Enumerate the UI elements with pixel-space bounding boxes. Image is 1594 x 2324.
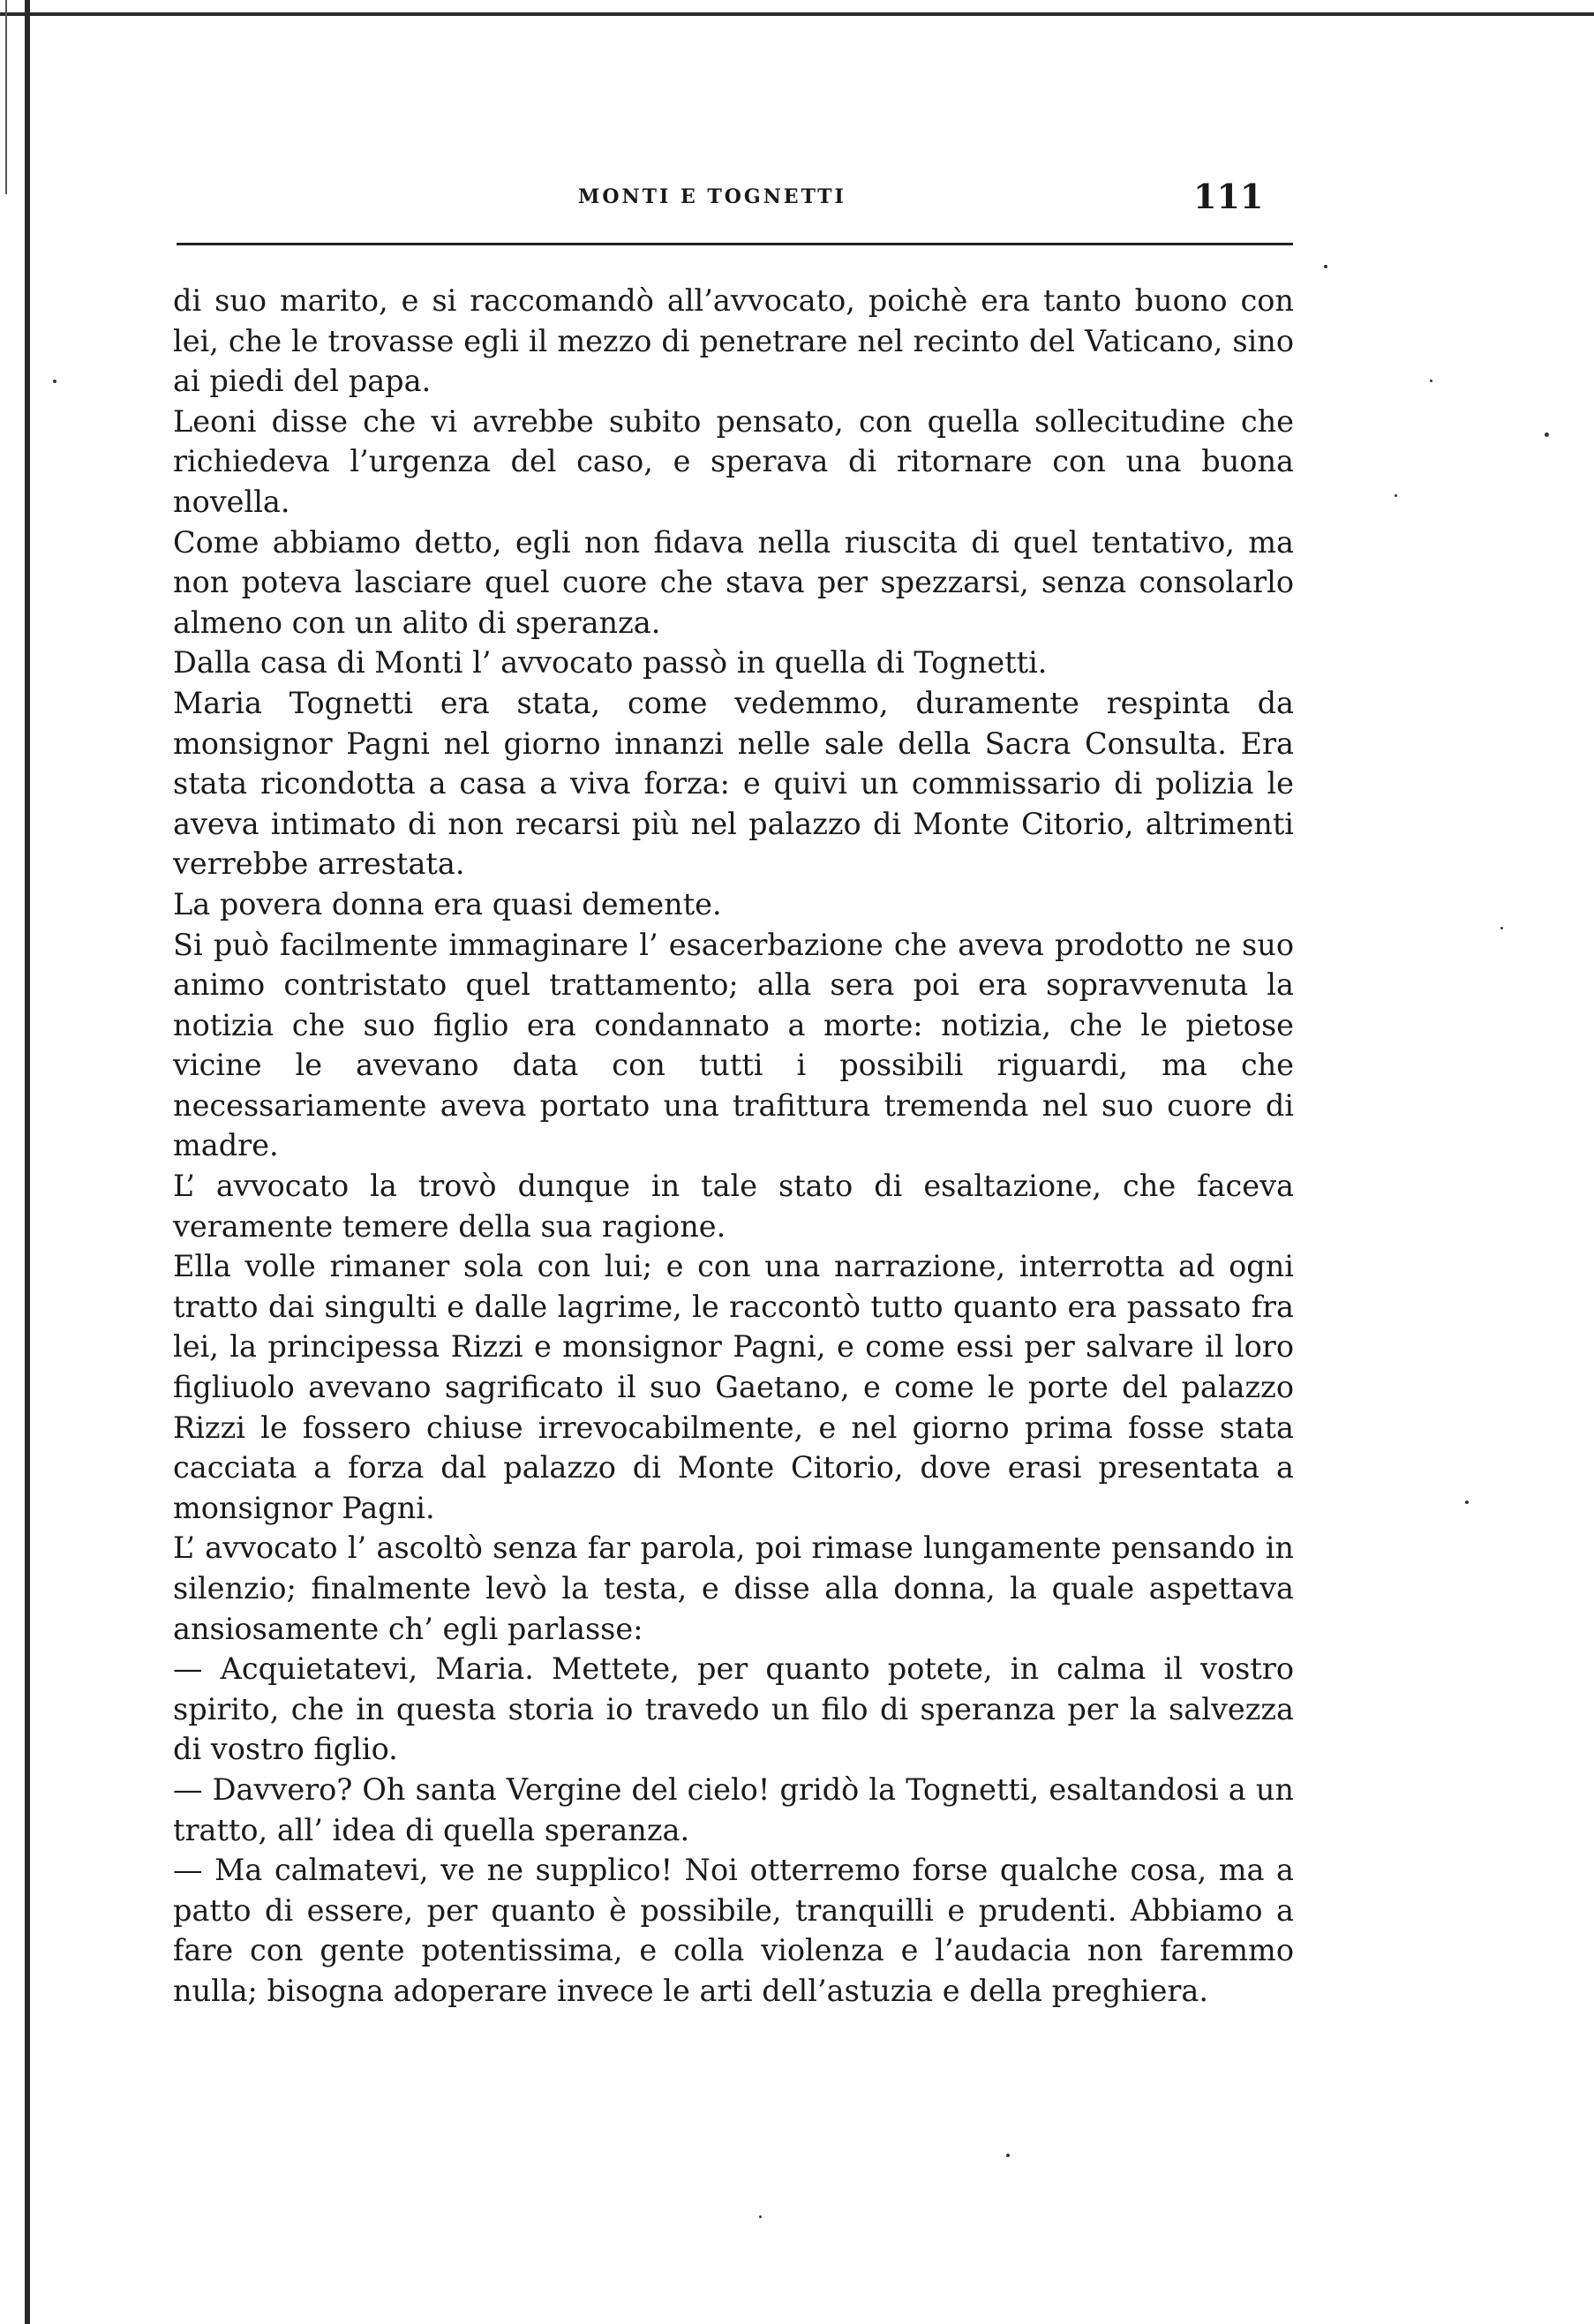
scan-speck	[1545, 432, 1549, 437]
page-header	[0, 177, 1594, 221]
scan-speck	[1465, 1500, 1469, 1504]
paragraph: Dalla casa di Monti l’ avvocato passò in quella di Tognetti.	[173, 645, 1048, 681]
paragraph: — Acquietatevi, Maria. Mettete, per quanto potete, in calma il vostro spirito, che in questa storia io travedo un filo di speranza per la salvezza di vostro figlio.	[173, 1651, 1294, 1767]
scan-left-border	[25, 0, 30, 2324]
paragraph: Ella volle rimaner sola con lui; e con una narrazione, interrotta ad ogni tratto dai singulti e dalle lagrime, le raccontò tutto quanto era passato fra lei, la principessa Rizzi e monsignor Pagni, e come essi per salvare il loro figliuolo avevano sagrificato il suo Gaetano, e come le porte del palazzo Rizzi le fossero chiuse irrevocabilmente, e nel giorno prima fosse stata cacciata a forza dal palazzo di Monte Citorio, dove erasi presentata a monsignor Pagni.	[173, 1249, 1294, 1525]
paragraph: — Ma calmatevi, ve ne supplico! Noi otterremo forse qualche cosa, ma a patto di essere, per quanto è possibile, tranquilli e prudenti. Abbiamo a fare con gente potentissima, e colla violenza e l’audacia non faremmo nulla; bisogna adoperare invece le arti dell’astuzia e della preghiera.	[173, 1853, 1294, 2008]
paragraph: L’ avvocato l’ ascoltò senza far parola, poi rimase lungamente pensando in silenzio; finalmente levò la testa, e disse alla donna, la quale aspettava ansiosamente ch’ egli parlasse:	[173, 1531, 1294, 1646]
paragraph: L’ avvocato la trovò dunque in tale stato di esaltazione, che faceva veramente temere della sua ragione.	[173, 1169, 1294, 1244]
scan-speck	[1430, 380, 1432, 382]
paragraph: — Davvero? Oh santa Vergine del cielo! gridò la Tognetti, esaltandosi a un tratto, all’ idea di quella speranza.	[173, 1771, 1294, 1847]
header-rule	[177, 243, 1293, 245]
paragraph: Leoni disse che vi avrebbe subito pensato, con quella sollecitudine che richiedeva l’urgenza del caso, e sperava di ritornare con una buona novella.	[173, 403, 1294, 519]
scan-speck	[1500, 927, 1503, 929]
paragraph: Maria Tognetti era stata, come vedemmo, duramente respinta da monsignor Pagni nel giorno innanzi nelle sale della Sacra Consulta. Era stata ricondotta a casa a viva forza: e quivi un commissario di polizia le aveva intimato di non recarsi più nel palazzo di Monte Citorio, altrimenti verrebbe arrestata.	[173, 685, 1294, 882]
body-text	[173, 281, 1294, 2012]
paragraph: Come abbiamo detto, egli non fidava nella riuscita di quel tentativo, ma non poteva lasciare quel cuore che stava per spezzarsi, senza consolarlo almeno con un alito di speranza.	[173, 524, 1294, 640]
paragraph: Si può facilmente immaginare l’ esacerbazione che aveva prodotto ne suo animo contristato quel trattamento; alla sera poi era sopravvenuta la notizia che suo figlio era condannato a morte: notizia, che le pietose vicine le avevano data con tutti i possibili riguardi, ma che necessariamente aveva portato una trafittura tremenda nel suo cuore di madre.	[173, 927, 1294, 1163]
scan-top-border	[0, 12, 1594, 16]
scan-speck	[1006, 2154, 1010, 2157]
scan-speck	[1395, 494, 1397, 497]
paragraph: di suo marito, e si raccomandò all’avvocato, poichè era tanto buono con lei, che le trovasse egli il mezzo di penetrare nel recinto del Vaticano, sino ai piedi del papa.	[173, 283, 1294, 399]
scan-speck	[1324, 265, 1327, 268]
page-number: 111	[1193, 177, 1264, 216]
scan-speck	[759, 2215, 762, 2218]
scan-speck	[53, 380, 56, 383]
running-title: MONTI E TOGNETTI	[578, 185, 846, 208]
paragraph: La povera donna era quasi demente.	[173, 886, 722, 921]
scan-left-mark	[5, 0, 7, 194]
